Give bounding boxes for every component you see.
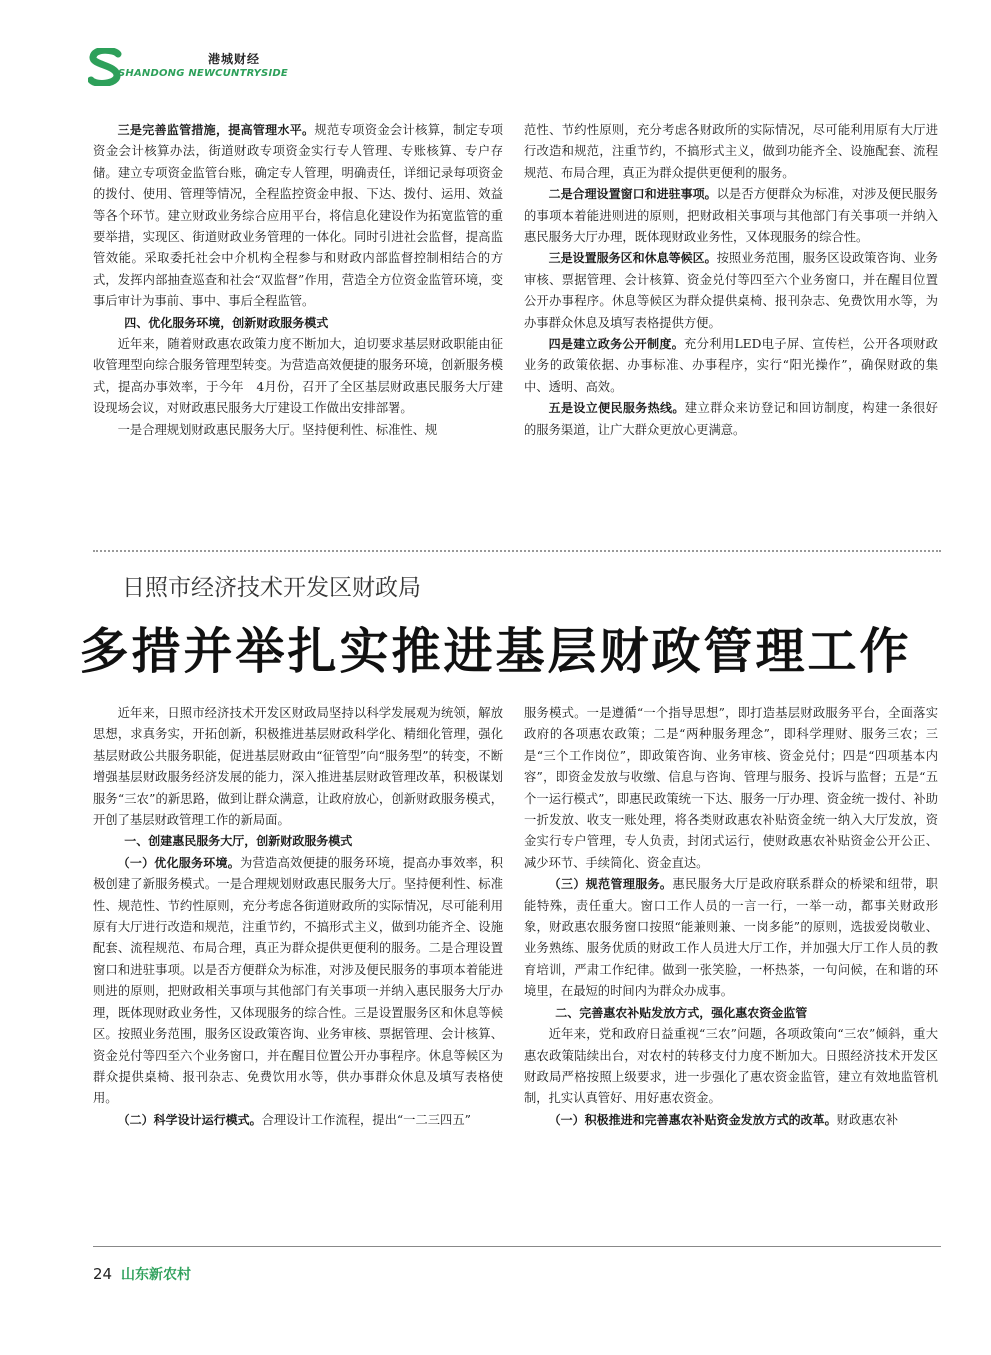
paragraph (524, 120, 938, 184)
paragraph-lead: （三）规范管理服务。 (548, 877, 673, 892)
paragraph (524, 703, 938, 874)
magazine-name: 山东新农村 (121, 1267, 191, 1283)
paragraph (93, 120, 503, 313)
paragraph-text: 合理设计工作流程，提出“一二三四五” (261, 1112, 471, 1127)
paragraph-lead: 二是合理设置窗口和进驻事项。 (548, 187, 717, 202)
paragraph-text: 服务模式。一是遵循“一个指导思想”，即打造基层财政服务平台，全面落实政府的各项惠农政策；二是“两种服务理念”，即科学理财、服务三农；三是“三个工作岗位”，即政策咨询、业务审核、资金兑付；四是“四项基本内容”，即资金发放与收缴、信息与咨询、管理与服务、投诉与监督；五是“五个一运行模式”，即惠民政策统一下达、服务一厅办理、资金统一拨付、补助一折发放、收支一账处理，将各类财政惠农补贴资金统一纳入大厅发放，资金实行专户管理，专人负责，封闭式运行，使财政惠农补贴资金公开公正、减少环节、手续简化、资金直达。 (524, 706, 938, 870)
paragraph-text: 按照业务范围，服务区设政策咨询、业务审核、票据管理、会计核算、资金兑付等四至六个业务窗口，并在醒目位置公开办事程序。休息等候区为群众提供桌椅、报刊杂志、免费饮用水等，为办事群众休息及填写表格提供方便。 (524, 251, 938, 330)
page-number: 24 (93, 1265, 113, 1283)
footer-rule (93, 1246, 941, 1247)
paragraph-text: 建立群众来访登记和回访制度，构建一条很好的服务渠道，让广大群众更放心更满意。 (524, 401, 938, 437)
paragraph (93, 1110, 503, 1131)
paragraph (93, 334, 503, 420)
paragraph (524, 398, 938, 441)
paragraph-text: 范性、节约性原则，充分考虑各财政所的实际情况，尽可能利用原有大厅进行改造和规范，注重节约，不搞形式主义，做到功能齐全、设施配套、流程规范、布局合理，真正为群众提供更便利的服务。 (524, 123, 938, 180)
paragraph-text: 规范专项资金会计核算，制定专项资金会计核算办法，街道财政专项资金实行专人管理、专账核算、专户存储。建立专项资金监管台账，确定专人管理，明确责任，详细记录每项资金的拨付、使用、管理等情况，全程监控资金申报、下达、拨付、运用、效益等各个环节。建立财政业务综合应用平台，将信息化建设作为拓宽监管的重要举措，实现区、街道财政业务管理的一体化。同时引进社会监督，提高监管效能。采取委托社会中介机构全程参与和财政内部监督控制相结合的方式，发挥内部抽查巡查和社会“双监督”作用，营造全方位资金监管环境，变事后审计为事前、事中、事后全程监管。 (93, 123, 503, 309)
paragraph (93, 420, 503, 441)
paragraph-lead: （二）科学设计运行模式。 (117, 1112, 262, 1127)
paragraph-lead: 五是设立便民服务热线。 (548, 401, 685, 416)
paragraph-text: 为营造高效便捷的服务环境，提高办事效率，积极创建了新服务模式。一是合理规划财政惠民服务大厅。坚持便利性、标准性、规范性、节约性原则，充分考虑各街道财政所的实际情况，尽可能利用原有大厅进行改造和规范，注重节约，不搞形式主义，做到功能齐全、设施配套、流程规范、布局合理，真正为群众提供更便利的服务。二是合理设置窗口和进驻事项。以是否方便群众为标准，对涉及便民服务的事项本着能进则进的原则，把财政相关事项与其他部门有关事项一并纳入惠民服务大厅办理，既体现财政业务性，又体现服务的综合性。三是设置服务区和休息等候区。按照业务范围，服务区设政策咨询、业务审核、票据管理、会计核算、资金兑付等四至六个业务窗口，并在醒目位置公开办事程序。休息等候区为群众提供桌椅、报刊杂志、免费饮用水等，供办事群众休息及填写表格使用。 (93, 855, 503, 1106)
s-logo-icon (88, 48, 122, 86)
logo-chinese-text: 港城财经 (208, 52, 261, 66)
paragraph (524, 334, 938, 398)
paragraph (524, 248, 938, 334)
paragraph-text: 充分利用LED电子屏、宣传栏，公开各项财政业务的政策依据、办事标准、办事程序，实行“阳光操作”，确保财政的集中、透明、高效。 (524, 337, 938, 394)
section-heading: 一、创建惠民服务大厅，创新财政服务模式 (124, 834, 353, 849)
paragraph (93, 853, 503, 1110)
paragraph-text: 惠民服务大厅是政府联系群众的桥梁和纽带，职能特殊，责任重大。窗口工作人员的一言一行，一举一动，都事关财政形象，财政惠农服务窗口按照“能兼则兼、一岗多能”的原则，选拔爱岗敬业、业务熟练、服务优质的财政工作人员进大厅工作，并加强大厅工作人员的教育培训，严肃工作纪律。做到一张笑脸，一杯热茶，一句问候，在和谐的环境里，在最短的时间内为群众办成事。 (524, 877, 938, 999)
paragraph-lead: 三是设置服务区和休息等候区。 (548, 251, 717, 266)
paragraph-lead: （一）优化服务环境。 (117, 855, 240, 870)
paragraph-lead: （一）积极推进和完善惠农补贴资金发放方式的改革。 (548, 1112, 837, 1127)
section-heading: 二、完善惠农补贴发放方式，强化惠农资金监管 (555, 1005, 808, 1020)
paragraph-text: 近年来，党和政府日益重视“三农”问题，各项政策向“三农”倾斜，重大惠农政策陆续出台，对农村的转移支付力度不断加大。日照经济技术开发区财政局严格按照上级要求，进一步强化了惠农资金监管，建立有效地监管机制，扎实认真管好、用好惠农资金。 (524, 1027, 938, 1106)
top-right-column (524, 120, 938, 441)
paragraph-text: 近年来，日照市经济技术开发区财政局坚持以科学发展观为统领，解放思想，求真务实，开拓创新，积极推进基层财政科学化、精细化管理，强化基层财政公共服务职能，促进基层财政由“征管型”向“服务型”的转变，不断增强基层财政服务经济发展的能力，深入推进基层财政管理改革，积极谋划服务“三农”的新思路，做到让群众满意，让政府放心，创新财政服务模式，开创了基层财政管理工作的新局面。 (93, 706, 503, 828)
paragraph-text: 财政惠农补 (836, 1112, 899, 1127)
paragraph (93, 703, 503, 831)
article-agency: 日照市经济技术开发区财政局 (122, 575, 421, 601)
paragraph-text: 近年来，随着财政惠农政策力度不断加大，迫切要求基层财政职能由征收管理型向综合服务管理型转变。为营造高效便捷的服务环境，创新服务模式，提高办事效率，于今年 4月份，召开了全区基层财政惠民服务大厅建设现场会议，对财政惠民服务大厅建设工作做出安排部署。 (93, 337, 503, 416)
bottom-left-column (93, 703, 503, 1131)
paragraph (524, 1110, 938, 1131)
section-divider (93, 550, 941, 552)
magazine-logo (88, 48, 288, 88)
paragraph-text: 一是合理规划财政惠民服务大厅。坚持便利性、标准性、规 (117, 422, 438, 437)
bottom-right-column (524, 703, 938, 1131)
logo-english-text: SHANDONG NEWCUNTRYSIDE (118, 68, 288, 79)
paragraph-lead: 三是完善监管措施，提高管理水平。 (117, 123, 315, 137)
paragraph-lead: 四是建立政务公开制度。 (548, 337, 685, 352)
top-left-column (93, 120, 503, 441)
paragraph (524, 184, 938, 248)
paragraph (524, 1024, 938, 1110)
section-heading: 四、优化服务环境，创新财政服务模式 (124, 315, 329, 330)
paragraph (524, 874, 938, 1002)
article-title: 多措并举扎实推进基层财政管理工作 (79, 623, 912, 680)
paragraph-text: 以是否方便群众为标准，对涉及便民服务的事项本着能进则进的原则，把财政相关事项与其他部门有关事项一并纳入惠民服务大厅办理，既体现财政业务性，又体现服务的综合性。 (524, 187, 938, 245)
